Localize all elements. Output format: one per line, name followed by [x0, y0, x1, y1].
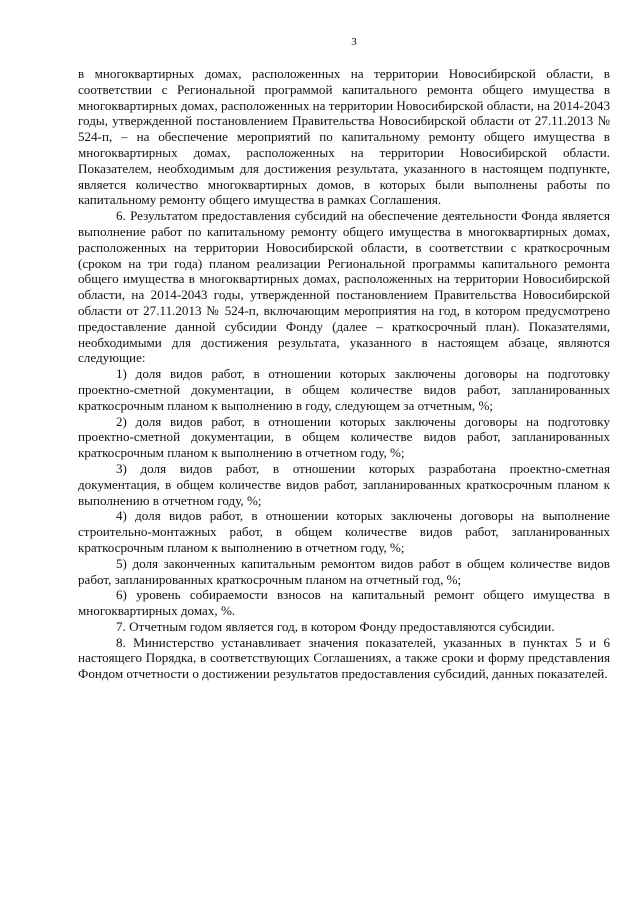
- paragraph-continuation: в многоквартирных домах, расположенных на территории Новосибирской области, в соответствии с Региональной программой капитального ремонта общего имущества в многоквартирных домах, расположенных на территории Новосибирской области, на 2014-2043 годы, утвержденной постановлением Правительства Новосибирской области от 27.11.2013 № 524-п, – на обеспечение мероприятий по капитальному ремонту общего имущества в многоквартирных домах, расположенных на территории Новосибирской области. Показателем, необходимым для достижения результата, указанного в настоящем подпункте, является количество многоквартирных домов, в которых были выполнены работы по капитальному ремонту общего имущества в рамках Соглашения.: [78, 66, 610, 208]
- paragraph-indicator-4: 4) доля видов работ, в отношении которых заключены договоры на выполнение строительно-монтажных работ, в общем количестве видов работ, запланированных краткосрочным планом к выполнению в отчетном году, %;: [78, 508, 610, 555]
- paragraph-indicator-1: 1) доля видов работ, в отношении которых заключены договоры на подготовку проектно-сметной документации, в общем количестве видов работ, запланированных краткосрочным планом к выполнению в году, следующем за отчетным, %;: [78, 366, 610, 413]
- paragraph-indicator-6: 6) уровень собираемости взносов на капитальный ремонт общего имущества в многоквартирных домах, %.: [78, 587, 610, 619]
- paragraph-item-8: 8. Министерство устанавливает значения показателей, указанных в пунктах 5 и 6 настоящего Порядка, в соответствующих Соглашениях, а также сроки и форму представления Фондом отчетности о достижении результатов предоставления субсидий, данных показателей.: [78, 634, 610, 682]
- document-body: [78, 66, 610, 682]
- page-number: 3: [351, 36, 357, 48]
- paragraph-indicator-5: 5) доля законченных капитальным ремонтом видов работ в общем количестве видов работ, запланированных краткосрочным планом на отчетный год, %;: [78, 555, 610, 587]
- paragraph-indicator-2: 2) доля видов работ, в отношении которых заключены договоры на подготовку проектно-сметной документации, в общем количестве видов работ, запланированных краткосрочным планом к выполнению в отчетном году, %;: [78, 413, 610, 461]
- paragraph-item-7: 7. Отчетным годом является год, в котором Фонду предоставляются субсидии.: [116, 618, 555, 634]
- paragraph-item-6: 6. Результатом предоставления субсидий на обеспечение деятельности Фонда является выполнение работ по капитальному ремонту общего имущества в многоквартирных домах, расположенных на территории Новосибирской области, в соответствии с краткосрочным (сроком на три года) планом реализации Региональной программы капитального ремонта общего имущества в многоквартирных домах, расположенных на территории Новосибирской области, на 2014-2043 годы, утвержденной постановлением Правительства Новосибирской области от 27.11.2013 № 524-п, включающим мероприятия на год, в котором предусмотрено предоставление данной субсидии Фонду (далее – краткосрочный план). Показателями, необходимыми для достижения результата, указанного в настоящем абзаце, являются следующие:: [78, 208, 610, 366]
- paragraph-indicator-3: 3) доля видов работ, в отношении которых разработана проектно-сметная документация, в общем количестве видов работ, запланированных краткосрочным планом к выполнению в отчетном году, %;: [78, 460, 610, 508]
